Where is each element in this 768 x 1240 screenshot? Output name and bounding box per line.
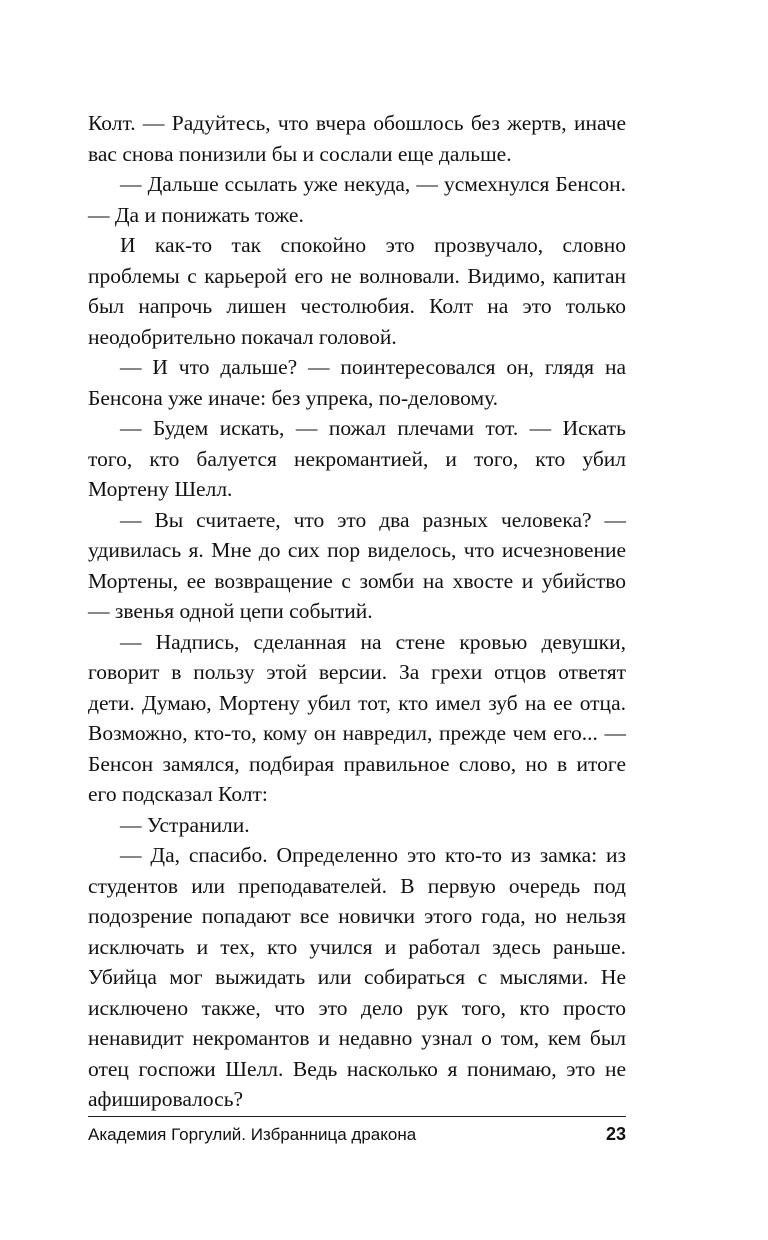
paragraph: — Вы считаете, что это два разных человека? — удивилась я. Мне до сих пор виделось, что исчезновение Мортены, ее возвращение с зомби на хвосте и убийство — звенья одной цепи событий. [88, 507, 626, 623]
footer-divider [88, 1116, 626, 1117]
paragraph: — И что дальше? — поинтересовался он, глядя на Бенсона уже иначе: без упрека, по-деловому. [88, 355, 626, 410]
paragraph: — Дальше ссылать уже некуда, — усмехнулся Бенсон. — Да и понижать тоже. [88, 172, 626, 227]
page-body-text [88, 108, 626, 1115]
paragraph: — Да, спасибо. Определенно это кто-то из замка: из студентов или преподавателей. В первую очередь под подозрение попадают все новички этого года, но нельзя исключать и тех, кто учился и работал здесь раньше. Убийца мог выжидать или собираться с мыслями. Не исключено также, что это дело рук того, кто просто ненавидит некромантов и недавно узнал о том, кем был отец госпожи Шелл. Ведь насколько я понимаю, это не афишировалось? [88, 843, 626, 1111]
paragraph: — Надпись, сделанная на стене кровью девушки, говорит в пользу этой версии. За грехи отцов ответят дети. Думаю, Мортену убил тот, кто имел зуб на ее отца. Возможно, кто-то, кому он навредил, прежде чем его... — Бенсон замялся, подбирая правильное слово, но в итоге его подсказал Колт: [88, 629, 626, 806]
paragraph: — Будем искать, — пожал плечами тот. — Искать того, кто балуется некромантией, и того, кто убил Мортену Шелл. [88, 416, 626, 501]
page-number: 23 [605, 1124, 626, 1144]
paragraph-continuation: Колт. — Радуйтесь, что вчера обошлось без жертв, иначе вас снова понизили бы и сослали еще дальше. [88, 111, 626, 166]
paragraph: И как-то так спокойно это прозвучало, словно проблемы с карьерой его не волновали. Видимо, капитан был напрочь лишен честолюбия. Колт на это только неодобрительно покачал головой. [88, 233, 626, 349]
paragraph: — Устранили. [120, 812, 250, 837]
running-footer-title: Академия Горгулий. Избранница дракона [88, 1125, 417, 1144]
page-footer [88, 1124, 626, 1145]
